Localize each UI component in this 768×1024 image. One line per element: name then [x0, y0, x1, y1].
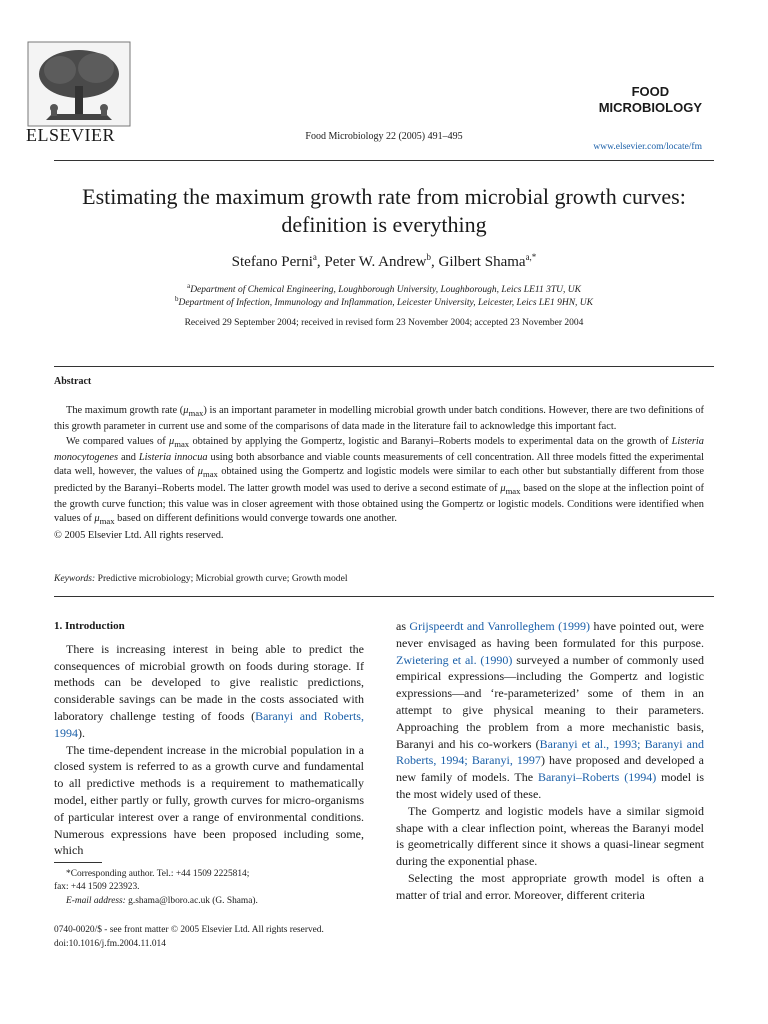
- author-name: Peter W. Andrew: [324, 254, 427, 270]
- abstract-heading: Abstract: [54, 376, 92, 387]
- affiliation: [0, 282, 768, 295]
- journal-reference: Food Microbiology 22 (2005) 491–495: [305, 131, 463, 142]
- symbol-mu: μ: [183, 405, 189, 416]
- affiliation-mark: a: [187, 282, 191, 290]
- email-address: g.shama@lboro.ac.uk (G. Shama).: [125, 895, 258, 906]
- species-name: Listeria monocytogenes: [54, 435, 704, 464]
- text-run: obtained using the Gompertz and logistic models were similar to each other but substantially different from those predicted by the Baranyi–Roberts model. The latter growth model was used to derive a second estimate of: [54, 466, 704, 494]
- received-dates: Received 29 September 2004; received in revised form 23 November 2004; accepted 23 November 2004: [184, 318, 584, 328]
- affiliation-text: Department of Infection, Immunology and Inflammation, Leicester University, Leicester, Leics LE1 9HN, UK: [178, 298, 594, 309]
- affiliation: [0, 295, 768, 308]
- author-list: [0, 252, 768, 271]
- text-run: We compared values of: [66, 435, 170, 447]
- affiliation-text: Department of Chemical Engineering, Loughborough University, Loughborough, Leics LE11 3TU, UK: [190, 285, 581, 296]
- affiliation-mark: b: [174, 295, 179, 303]
- keywords-label: Keywords:: [54, 573, 96, 584]
- citation-link[interactable]: Baranyi–Roberts (1994): [537, 770, 657, 785]
- body-column-left: [54, 618, 364, 859]
- title-line1: Estimating the maximum growth rate from microbial growth curves:: [82, 184, 686, 209]
- subscript-max: max: [99, 516, 115, 527]
- citation-link[interactable]: Grijspeerdt and Vanrolleghem (1999): [409, 619, 591, 633]
- journal-url-link[interactable]: www.elsevier.com/locate/fm: [593, 142, 702, 152]
- symbol-mu: μ: [94, 513, 100, 525]
- text-run: The maximum growth rate (: [66, 405, 184, 416]
- header-divider: [54, 160, 714, 161]
- journal-name-line1: FOOD: [631, 84, 670, 99]
- author-affiliation-mark: a,*: [525, 252, 537, 262]
- text-run: model is the most widely used of these.: [396, 770, 705, 801]
- text-run: and: [118, 452, 139, 464]
- symbol-mu: μ: [500, 482, 506, 494]
- citation-link[interactable]: Zwietering et al. (1990): [396, 652, 513, 667]
- subscript-max: max: [505, 485, 521, 496]
- author-name: Gilbert Shama: [438, 254, 526, 270]
- subscript-max: max: [202, 469, 218, 480]
- abstract-paragraph: [54, 404, 704, 435]
- citation-link[interactable]: Baranyi et al., 1993; Baranyi and Roberts, 1994; Baranyi, 1997: [396, 736, 704, 768]
- subscript-max: max: [188, 408, 204, 419]
- body-paragraph: The time-dependent increase in the microbial population in a closed system is referred to as a growth curve and fundamental to all predictive methods is a requirement to mathematically model, either partly or fully, growth curves for micro-organisms of particular interest over a range of environmental conditions. Numerous expressions have been proposed including some, which: [54, 742, 364, 858]
- issn-doi-block: [54, 924, 324, 951]
- body-column-right: [396, 618, 704, 904]
- text-run: have pointed out, were never envisaged as having been formulated for this purpose.: [396, 619, 705, 650]
- author-affiliation-mark: a: [312, 252, 317, 262]
- body-paragraph: [54, 641, 364, 742]
- section-heading: 1. Introduction: [54, 620, 125, 632]
- text-run: There is increasing interest in being able to predict the consequences of microbial growth on foods during storage. If methods can be developed to give realistic predictions, considerable savings can be made in the costs associated with laboratory challenge testing of foods (: [54, 641, 364, 723]
- subscript-max: max: [174, 438, 190, 449]
- corresponding-author-footnote: [54, 868, 374, 908]
- abstract-divider: [54, 366, 714, 367]
- text-run: obtained by applying the Gompertz, logistic and Baranyi–Roberts models to experimental data on the growth of: [189, 435, 672, 447]
- author-name: Stefano Perni: [231, 254, 313, 270]
- issn-line: 0740-0020/$ - see front matter © 2005 Elsevier Ltd. All rights reserved.: [54, 925, 324, 935]
- title-line2: definition is everything: [281, 212, 487, 237]
- text-run: based on different definitions would converge towards one another.: [114, 513, 397, 525]
- doi-line: doi:10.1016/j.fm.2004.11.014: [54, 938, 166, 949]
- text-run: based on the slope at the inflection point of the growth curve function; this value was in closer agreement with those obtained using the Gompertz or logistic models. Conditions were identified when values of: [54, 482, 704, 525]
- article-title: [40, 183, 728, 239]
- body-paragraph: [396, 618, 704, 803]
- body-paragraph: Selecting the most appropriate growth model is often a matter of trial and error. Moreover, different criteria: [396, 870, 704, 902]
- author-separator: ,: [430, 254, 439, 270]
- footnote-line: *Corresponding author. Tel.: +44 1509 2225814;: [66, 869, 250, 879]
- email-label: E-mail address:: [66, 895, 126, 906]
- body-paragraph: The Gompertz and logistic models have a similar sigmoid shape with a clear inflection point, whereas the Baranyi model is geometrically different since it shows a quasi-linear segment during the exponential phase.: [396, 803, 704, 869]
- symbol-mu: μ: [197, 466, 203, 478]
- abstract-paragraph: [54, 435, 704, 529]
- body-divider: [54, 596, 714, 597]
- author-affiliation-mark: b: [426, 252, 431, 262]
- text-run: ).: [78, 725, 85, 740]
- journal-name-line2: MICROBIOLOGY: [598, 100, 702, 115]
- footnote-email: [54, 895, 374, 908]
- text-run: ) have proposed and developed a new family of models. The: [396, 753, 705, 785]
- footnote-divider: [54, 862, 102, 863]
- keywords: [54, 573, 348, 584]
- text-run: using both absorbance and viable counts measurements of cell concentration. All three models fitted the experimental data well, however, the values of: [54, 452, 704, 478]
- text-run: ) is an important parameter in modelling microbial growth under batch conditions. However, there are two definitions of this growth parameter in current use and some of the comparisons of data made in the literature fail to acknowledge this important fact.: [54, 405, 704, 433]
- abstract-body: [54, 404, 704, 543]
- text-run: surveyed a number of commonly used empirical expressions—including the Gompertz and logistic expressions—and ‘re-parameterized’ some of them in an attempt to give physical meaning to their parameters. Approaching the problem from a more mechanistic basis, Baranyi and his co-workers (: [396, 652, 704, 751]
- species-name: Listeria innocua: [138, 452, 208, 464]
- footnote-line: fax: +44 1509 223923.: [54, 882, 140, 893]
- text-run: as: [396, 619, 410, 633]
- abstract-copyright: © 2005 Elsevier Ltd. All rights reserved.: [54, 529, 224, 541]
- symbol-mu: μ: [169, 435, 175, 447]
- author-separator: ,: [316, 254, 325, 270]
- citation-link[interactable]: Baranyi and Roberts, 1994: [54, 708, 364, 740]
- keywords-text: Predictive microbiology; Microbial growth curve; Growth model: [95, 573, 348, 584]
- publisher-name: ELSEVIER: [26, 125, 115, 145]
- journal-name: [599, 84, 702, 116]
